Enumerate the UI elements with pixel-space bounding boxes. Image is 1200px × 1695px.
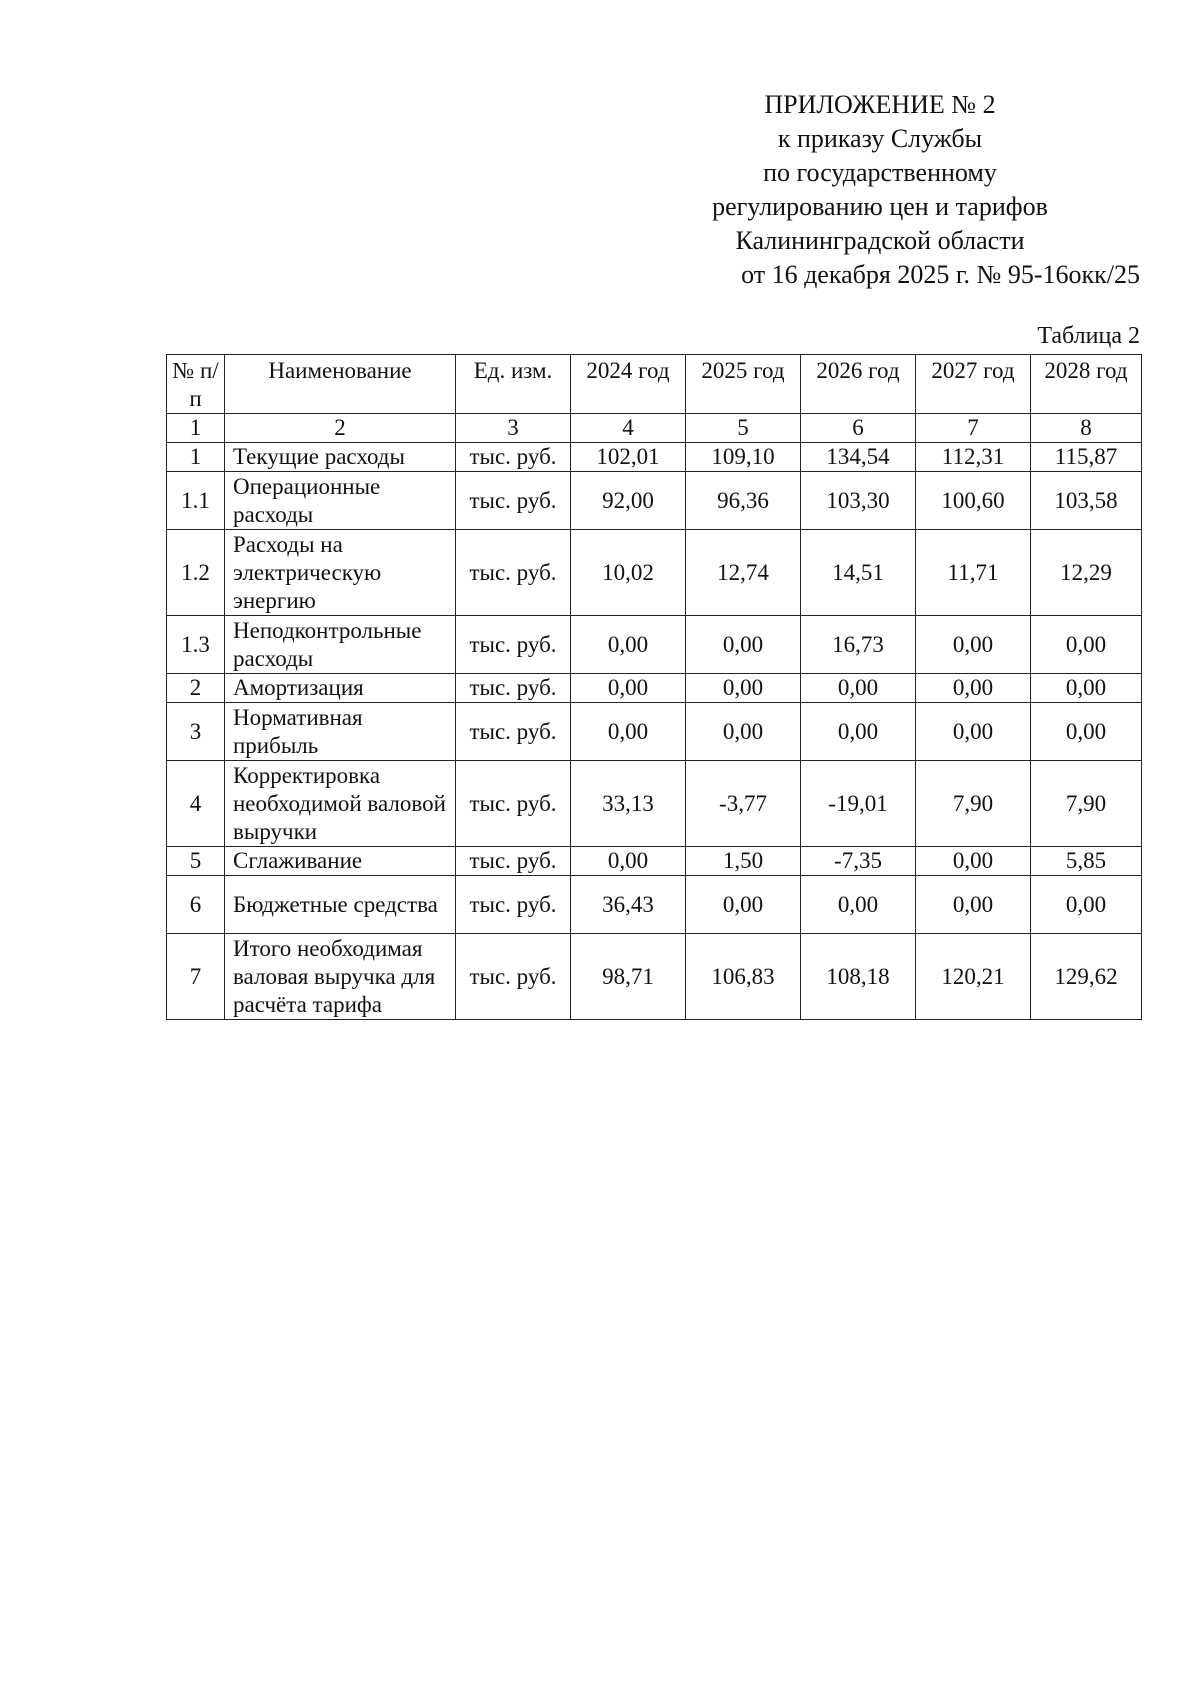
row-value-2026: 0,00 [801, 703, 916, 761]
table-row [167, 674, 1142, 703]
row-unit: тыс. руб. [456, 703, 571, 761]
row-value-2027: 0,00 [916, 703, 1031, 761]
row-value-2024: 10,02 [571, 530, 686, 616]
header-year-2028: 2028 год [1031, 355, 1142, 414]
appendix-title: ПРИЛОЖЕНИЕ № 2 [764, 90, 996, 119]
table-caption: Таблица 2 [1037, 323, 1140, 349]
row-value-2024: 33,13 [571, 761, 686, 847]
row-num: 1 [167, 443, 225, 472]
row-name: Расходы на электрическую энергию [225, 530, 456, 616]
row-num: 7 [167, 934, 225, 1020]
header-year-2025: 2025 год [686, 355, 801, 414]
column-index-row [167, 414, 1142, 443]
row-value-2027: 0,00 [916, 876, 1031, 934]
row-value-2028: 115,87 [1031, 443, 1142, 472]
row-name: Амортизация [225, 674, 456, 703]
row-name: Текущие расходы [225, 443, 456, 472]
row-value-2025: 0,00 [686, 616, 801, 674]
column-index: 1 [167, 414, 225, 443]
row-value-2024: 36,43 [571, 876, 686, 934]
table-row [167, 934, 1142, 1020]
row-value-2027: 0,00 [916, 674, 1031, 703]
row-unit: тыс. руб. [456, 761, 571, 847]
row-num: 1.1 [167, 472, 225, 530]
row-num: 2 [167, 674, 225, 703]
row-value-2028: 5,85 [1031, 847, 1142, 876]
row-value-2025: -3,77 [686, 761, 801, 847]
appendix-line-region: Калининградской области [735, 226, 1025, 255]
row-num: 1.2 [167, 530, 225, 616]
row-value-2028: 103,58 [1031, 472, 1142, 530]
appendix-line-order: к приказу Службы [777, 124, 983, 153]
table-row [167, 472, 1142, 530]
table-row [167, 530, 1142, 616]
table-row [167, 443, 1142, 472]
row-value-2026: 0,00 [801, 674, 916, 703]
row-value-2026: -7,35 [801, 847, 916, 876]
row-value-2028: 0,00 [1031, 703, 1142, 761]
row-value-2028: 0,00 [1031, 674, 1142, 703]
row-name: Корректировка необходимой валовой выручки [225, 761, 456, 847]
row-value-2024: 92,00 [571, 472, 686, 530]
row-value-2026: -19,01 [801, 761, 916, 847]
row-unit: тыс. руб. [456, 674, 571, 703]
row-unit: тыс. руб. [456, 472, 571, 530]
row-value-2025: 1,50 [686, 847, 801, 876]
row-name: Сглаживание [225, 847, 456, 876]
tariff-table [166, 354, 1142, 1020]
row-value-2026: 134,54 [801, 443, 916, 472]
column-index: 5 [686, 414, 801, 443]
header-year-2026: 2026 год [801, 355, 916, 414]
column-index: 2 [225, 414, 456, 443]
row-name: Нормативная прибыль [225, 703, 456, 761]
header-name: Наименование [225, 355, 456, 414]
row-value-2027: 100,60 [916, 472, 1031, 530]
row-value-2026: 0,00 [801, 876, 916, 934]
row-num: 3 [167, 703, 225, 761]
row-value-2025: 12,74 [686, 530, 801, 616]
row-name: Неподконтрольные расходы [225, 616, 456, 674]
row-value-2027: 0,00 [916, 847, 1031, 876]
row-value-2025: 106,83 [686, 934, 801, 1020]
row-value-2028: 12,29 [1031, 530, 1142, 616]
row-name: Бюджетные средства [225, 876, 456, 934]
row-value-2025: 0,00 [686, 703, 801, 761]
row-num: 1.3 [167, 616, 225, 674]
column-index: 8 [1031, 414, 1142, 443]
row-value-2026: 16,73 [801, 616, 916, 674]
row-value-2028: 0,00 [1031, 876, 1142, 934]
column-index: 7 [916, 414, 1031, 443]
table-row [167, 876, 1142, 934]
row-value-2028: 0,00 [1031, 616, 1142, 674]
appendix-header [560, 88, 1140, 292]
row-unit: тыс. руб. [456, 847, 571, 876]
table-row [167, 761, 1142, 847]
row-value-2024: 98,71 [571, 934, 686, 1020]
table-header-row [167, 355, 1142, 414]
header-num: № п/п [167, 355, 225, 414]
row-value-2026: 14,51 [801, 530, 916, 616]
column-index: 3 [456, 414, 571, 443]
row-unit: тыс. руб. [456, 530, 571, 616]
row-value-2026: 103,30 [801, 472, 916, 530]
column-index: 6 [801, 414, 916, 443]
row-value-2024: 0,00 [571, 674, 686, 703]
row-value-2028: 129,62 [1031, 934, 1142, 1020]
row-value-2027: 11,71 [916, 530, 1031, 616]
header-unit: Ед. изм. [456, 355, 571, 414]
row-unit: тыс. руб. [456, 934, 571, 1020]
row-value-2024: 0,00 [571, 616, 686, 674]
row-unit: тыс. руб. [456, 876, 571, 934]
row-value-2024: 0,00 [571, 703, 686, 761]
row-num: 4 [167, 761, 225, 847]
row-value-2027: 7,90 [916, 761, 1031, 847]
table-row [167, 847, 1142, 876]
row-unit: тыс. руб. [456, 616, 571, 674]
row-value-2025: 109,10 [686, 443, 801, 472]
row-value-2025: 0,00 [686, 674, 801, 703]
appendix-line-state: по государственному [763, 158, 997, 187]
row-num: 6 [167, 876, 225, 934]
row-value-2027: 120,21 [916, 934, 1031, 1020]
table-row [167, 703, 1142, 761]
row-unit: тыс. руб. [456, 443, 571, 472]
appendix-line-regulation: регулированию цен и тарифов [712, 192, 1048, 221]
row-value-2024: 0,00 [571, 847, 686, 876]
row-value-2026: 108,18 [801, 934, 916, 1020]
row-value-2025: 0,00 [686, 876, 801, 934]
row-value-2025: 96,36 [686, 472, 801, 530]
row-value-2024: 102,01 [571, 443, 686, 472]
header-year-2027: 2027 год [916, 355, 1031, 414]
row-name: Операционные расходы [225, 472, 456, 530]
appendix-line-date: от 16 декабря 2025 г. № 95-16окк/25 [741, 260, 1140, 289]
header-year-2024: 2024 год [571, 355, 686, 414]
row-value-2027: 112,31 [916, 443, 1031, 472]
row-value-2028: 7,90 [1031, 761, 1142, 847]
table-row [167, 616, 1142, 674]
row-value-2027: 0,00 [916, 616, 1031, 674]
row-num: 5 [167, 847, 225, 876]
row-name: Итого необходимая валовая выручка для расчёта тарифа [225, 934, 456, 1020]
column-index: 4 [571, 414, 686, 443]
